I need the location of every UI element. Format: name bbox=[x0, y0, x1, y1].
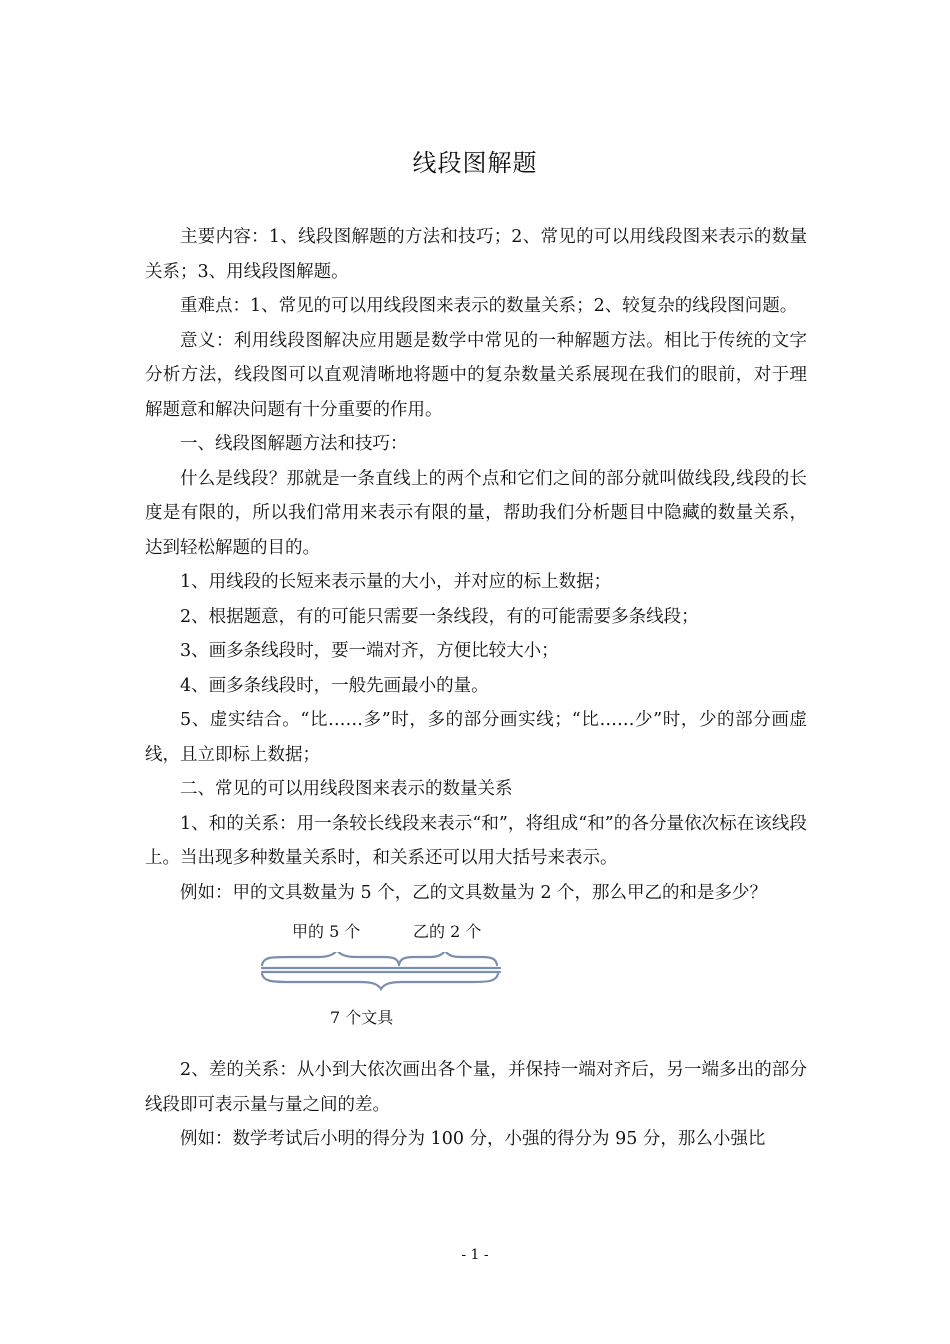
diagram-label-a: 甲的 5 个 bbox=[292, 922, 361, 941]
paragraph-what-is-segment: 什么是线段？那就是一条直线上的两个点和它们之间的部分就叫做线段,线段的长度是有限的，所以我们常用来表示有限的量，帮助我们分析题目中隐藏的数量关系，达到轻松解题的目的。 bbox=[145, 468, 807, 558]
document-title: 线段图解题 bbox=[412, 149, 538, 177]
paragraph-key-points: 重难点：1、常见的可以用线段图来表示的数量关系；2、较复杂的线段图问题。 bbox=[180, 296, 798, 316]
section-heading-2: 二、常见的可以用线段图来表示的数量关系 bbox=[180, 779, 513, 799]
paragraph-sum-example: 例如：甲的文具数量为 5 个，乙的文具数量为 2 个，那么甲乙的和是多少？ bbox=[180, 882, 768, 903]
line-segment-diagram bbox=[145, 912, 807, 1049]
paragraph-sum-relation: 1、和的关系：用一条较长线段来表示“和”，将组成“和”的各分量依次标在该线段上。当出现多种数量关系时，和关系还可以用大括号来表示。 bbox=[145, 813, 807, 868]
diagram-label-total: 7 个文具 bbox=[330, 1008, 394, 1027]
list-item: 3、画多条线段时，要一端对齐，方便比较大小； bbox=[180, 641, 559, 661]
list-item: 1、用线段的长短来表示量的大小，并对应的标上数据； bbox=[180, 572, 612, 592]
document-body bbox=[145, 220, 807, 1157]
diagram-label-b: 乙的 2 个 bbox=[413, 922, 482, 941]
list-item: 4、画多条线段时，一般先画最小的量。 bbox=[180, 675, 489, 696]
list-item: 2、根据题意，有的可能只需要一条线段，有的可能需要多条线段； bbox=[180, 606, 699, 627]
paragraph-main-content: 主要内容：1、线段图解题的方法和技巧；2、常见的可以用线段图来表示的数量关系；3、用线段图解题。 bbox=[145, 227, 807, 282]
paragraph-difference-example: 例如：数学考试后小明的得分为 100 分，小强的得分为 95 分，那么小强比 bbox=[180, 1129, 766, 1149]
brace-total bbox=[262, 974, 498, 989]
brace-b bbox=[399, 952, 497, 965]
list-item: 5、虚实结合。“比……多”时，多的部分画实线；“比……少”时，少的部分画虚线，且立即标上数据； bbox=[145, 710, 807, 765]
paragraph-difference-relation: 2、差的关系：从小到大依次画出各个量，并保持一端对齐后，另一端多出的部分线段即可表示量与量之间的差。 bbox=[145, 1060, 807, 1115]
paragraph-significance: 意义：利用线段图解决应用题是数学中常见的一种解题方法。相比于传统的文字分析方法，线段图可以直观清晰地将题中的复杂数量关系展现在我们的眼前，对于理解题意和解决问题有十分重要的作用。 bbox=[145, 330, 807, 420]
diagram-svg bbox=[260, 952, 505, 1002]
page-number: - 1 - bbox=[461, 1247, 489, 1263]
brace-a bbox=[262, 952, 399, 965]
section-heading-1: 一、线段图解题方法和技巧： bbox=[180, 434, 408, 454]
